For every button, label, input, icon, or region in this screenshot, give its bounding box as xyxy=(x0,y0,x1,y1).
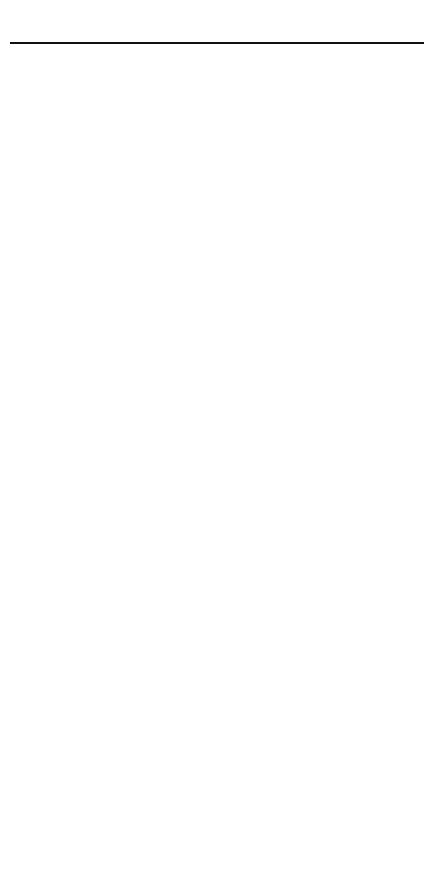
paragraph-5 xyxy=(10,787,424,853)
paragraph-3 xyxy=(10,503,424,651)
paragraph-1 xyxy=(10,70,424,218)
paragraph-2 xyxy=(10,228,424,493)
paragraph-4 xyxy=(10,661,424,777)
continuation-note xyxy=(10,50,424,66)
article-body xyxy=(10,70,424,853)
headline xyxy=(10,8,424,44)
